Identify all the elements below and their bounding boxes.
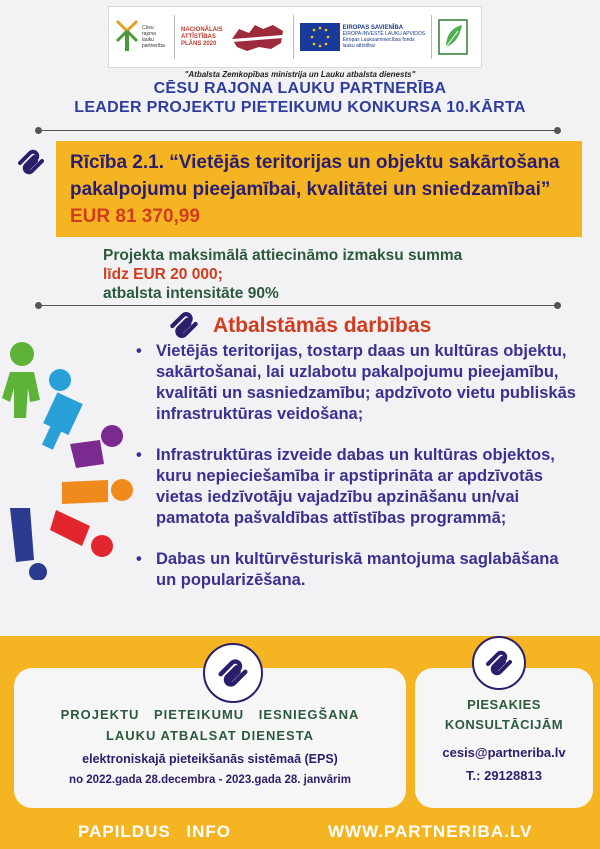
support-caption: "Atbalsta Zemkopības ministrija un Lauku atbalsta dienests": [184, 70, 416, 79]
submission-line1: PROJEKTU PIETEIKUMU IESNIEGŠANA: [60, 707, 360, 722]
divider-line: [38, 305, 558, 306]
eu-logo: [300, 12, 425, 62]
max-sum-line1: Projekta maksimālā attiecināmo izmaksu summa: [103, 247, 463, 264]
leader-leaf-icon: [438, 19, 468, 55]
nap-line3: PLĀNS 2020: [181, 40, 217, 47]
section-title: Atbalstāmās darbības: [213, 314, 432, 337]
footer-info-label: PAPILDUS INFO: [78, 822, 232, 841]
action-box: [56, 141, 582, 237]
logo-divider: [293, 15, 294, 59]
divider-line: [38, 130, 558, 131]
action-title: Rīcība 2.1. “Vietējās teritorijas un objektu sakārtošana pakalpojumu pieejamībai, kvalitātei un sniedzamībai”: [70, 152, 560, 200]
max-sum-line3: atbalsta intensitāte 90%: [103, 285, 279, 302]
submission-line2: LAUKU ATBALSAT DIENESTA: [105, 728, 315, 743]
page-title-line1: CĒSU RAJONA LAUKU PARTNERĪBA: [153, 80, 447, 97]
windmill-icon: [115, 17, 139, 57]
logo-divider: [431, 15, 432, 59]
squarespace-icon: [203, 643, 263, 703]
logos-strip: [108, 6, 482, 68]
squarespace-icon: [472, 636, 526, 690]
nap-logo: [181, 12, 223, 62]
submission-line3: elektroniskajā pieteikšanās sistēmaā (EPS): [82, 752, 338, 766]
eu-line2: Eiropas Lauksaimniecības fonds: [342, 37, 415, 43]
person-icon: [70, 425, 123, 468]
list-item: • Infrastruktūras izveide dabas un kultūras objektos, kuru nepieciešamība ir apstiprināta ar apdzīvotās vietas iedzīvotāju vajadzību apzināšanu un/vai pamatota pašvaldības attīstības programmā;: [136, 445, 576, 529]
supported-actions-list: [136, 341, 576, 591]
squarespace-icon: [14, 145, 48, 184]
person-icon: [10, 508, 47, 580]
people-circle-illustration: [0, 340, 140, 580]
submission-dates: no 2022.gada 28.decembra - 2023.gada 28. janvārim: [69, 774, 351, 786]
nap-line2: ATTĪSTĪBAS: [181, 33, 216, 40]
person-icon: [35, 369, 83, 453]
partnership-logo-text: Cēsu rajona lauku partnerība: [142, 25, 165, 49]
list-item: • Dabas un kultūrvēsturiskā mantojuma saglabāšana un popularizēšana.: [136, 549, 576, 591]
logo-divider: [174, 15, 175, 59]
page-title-line2: LEADER PROJEKTU PIETEIKUMU KONKURSA 10.KĀRTA: [74, 99, 526, 116]
max-sum-line2: līdz EUR 20 000;: [103, 266, 223, 283]
latvia-map-icon: [229, 19, 287, 55]
person-icon: [50, 510, 113, 557]
eu-line1: EIROPA INVESTĒ LAUKU APVIDOS: [342, 31, 426, 37]
eu-flag-icon: [300, 23, 340, 51]
max-sum-block: [103, 246, 573, 303]
footer-website-link[interactable]: WWW.PARTNERIBA.LV: [328, 822, 533, 841]
person-icon: [2, 342, 40, 418]
action-amount: EUR 81 370,99: [70, 206, 200, 227]
action-text: [70, 149, 568, 230]
latvia-map-logo: [229, 12, 287, 62]
eu-line3: lauku attīstībai: [342, 43, 375, 49]
person-icon: [62, 479, 133, 504]
eu-title: EIROPAS SAVIENĪBA: [342, 25, 404, 31]
consultation-phone[interactable]: T.: 29128813: [466, 768, 542, 783]
consultation-line1: PIESAKIES: [467, 697, 541, 712]
nap-line1: NACIONĀLAIS: [181, 26, 223, 33]
partnership-logo: [115, 12, 168, 62]
consultation-email[interactable]: cesis@partneriba.lv: [442, 745, 566, 760]
list-item: • Vietējās teritorijas, tostarp daas un kultūras objektu, sakārtošanai, lai uzlabotu pakalpojumu pieejamību, kvalitāti un sasniedzamību; apdzīvoto vietu publiskās infrastruktūras veidošana;: [136, 341, 576, 425]
leader-logo: [438, 12, 468, 62]
consultation-line2: KONSULTĀCIJĀM: [444, 717, 564, 732]
